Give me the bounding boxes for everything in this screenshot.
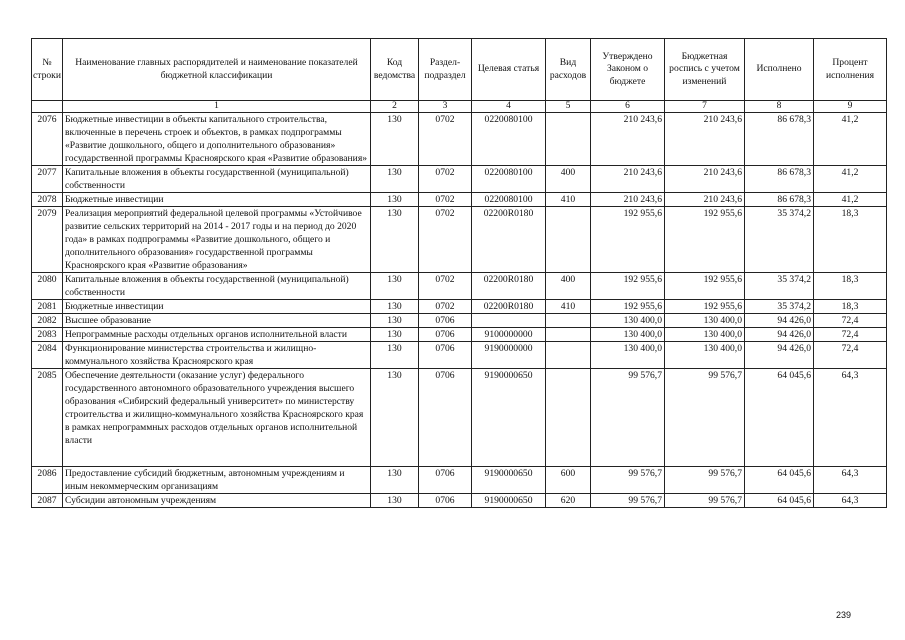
row-target-item: 0220080100 (472, 193, 546, 207)
row-dept-code: 130 (371, 314, 419, 328)
header-row-no: № строки (32, 39, 63, 101)
row-expense-type (546, 113, 591, 166)
row-section: 0702 (419, 273, 472, 300)
row-number: 2082 (32, 314, 63, 328)
row-name: Капитальные вложения в объекты государственной (муниципальной) собственности (63, 166, 371, 193)
row-section: 0706 (419, 369, 472, 467)
row-dept-code: 130 (371, 193, 419, 207)
row-section: 0706 (419, 342, 472, 369)
row-section: 0702 (419, 207, 472, 273)
header-name: Наименование главных распорядителей и наименование показателей бюджетной классификации (63, 39, 371, 101)
row-number: 2086 (32, 467, 63, 494)
header-target-item: Целевая статья (472, 39, 546, 101)
row-approved: 192 955,6 (591, 300, 665, 314)
row-section: 0706 (419, 494, 472, 508)
header-section: Раздел-подраздел (419, 39, 472, 101)
table-row (32, 300, 887, 314)
column-number: 3 (419, 101, 472, 113)
column-number: 7 (665, 101, 745, 113)
column-number: 1 (63, 101, 371, 113)
row-percent: 72,4 (814, 314, 887, 328)
row-approved: 99 576,7 (591, 494, 665, 508)
row-target-item (472, 314, 546, 328)
row-name: Непрограммные расходы отдельных органов исполнительной власти (63, 328, 371, 342)
row-target-item: 02200R0180 (472, 273, 546, 300)
row-number: 2080 (32, 273, 63, 300)
column-number-blank (32, 101, 63, 113)
row-budget-schedule: 210 243,6 (665, 166, 745, 193)
row-percent: 72,4 (814, 342, 887, 369)
table-row (32, 273, 887, 300)
row-percent: 64,3 (814, 494, 887, 508)
table-row (32, 342, 887, 369)
row-dept-code: 130 (371, 300, 419, 314)
row-section: 0706 (419, 328, 472, 342)
row-expense-type (546, 207, 591, 273)
row-approved: 130 400,0 (591, 314, 665, 328)
row-executed: 94 426,0 (745, 328, 814, 342)
header-expense-type: Вид расходов (546, 39, 591, 101)
row-dept-code: 130 (371, 273, 419, 300)
row-target-item: 02200R0180 (472, 207, 546, 273)
row-name: Бюджетные инвестиции в объекты капитального строительства, включенные в перечень строек и объектов, в рамках подпрограммы «Развитие дошкольного, общего и дополнительного образования» государственной программы Красноярского края «Развитие образования» (63, 113, 371, 166)
row-name: Бюджетные инвестиции (63, 193, 371, 207)
row-percent: 64,3 (814, 369, 887, 467)
row-dept-code: 130 (371, 166, 419, 193)
row-expense-type: 600 (546, 467, 591, 494)
header-row (32, 39, 887, 101)
row-number: 2083 (32, 328, 63, 342)
row-approved: 99 576,7 (591, 467, 665, 494)
row-approved: 210 243,6 (591, 193, 665, 207)
row-budget-schedule: 130 400,0 (665, 342, 745, 369)
row-name: Капитальные вложения в объекты государственной (муниципальной) собственности (63, 273, 371, 300)
row-expense-type (546, 369, 591, 467)
row-budget-schedule: 99 576,7 (665, 494, 745, 508)
row-percent: 41,2 (814, 113, 887, 166)
page-number: 239 (836, 610, 852, 620)
row-target-item: 02200R0180 (472, 300, 546, 314)
row-percent: 72,4 (814, 328, 887, 342)
row-approved: 210 243,6 (591, 113, 665, 166)
row-dept-code: 130 (371, 328, 419, 342)
row-budget-schedule: 99 576,7 (665, 467, 745, 494)
row-target-item: 9190000650 (472, 494, 546, 508)
row-number: 2081 (32, 300, 63, 314)
row-executed: 64 045,6 (745, 467, 814, 494)
row-percent: 41,2 (814, 193, 887, 207)
row-dept-code: 130 (371, 369, 419, 467)
row-name: Предоставление субсидий бюджетным, автономным учреждениям и иным некоммерческим организациям (63, 467, 371, 494)
row-executed: 94 426,0 (745, 342, 814, 369)
row-name: Бюджетные инвестиции (63, 300, 371, 314)
column-number: 5 (546, 101, 591, 113)
row-expense-type: 620 (546, 494, 591, 508)
row-approved: 210 243,6 (591, 166, 665, 193)
row-section: 0702 (419, 113, 472, 166)
header-percent: Процент исполнения (814, 39, 887, 101)
row-executed: 86 678,3 (745, 113, 814, 166)
row-percent: 41,2 (814, 166, 887, 193)
row-name: Высшее образование (63, 314, 371, 328)
row-section: 0706 (419, 467, 472, 494)
header-approved: Утверждено Законом о бюджете (591, 39, 665, 101)
row-budget-schedule: 130 400,0 (665, 314, 745, 328)
row-budget-schedule: 192 955,6 (665, 207, 745, 273)
column-number: 9 (814, 101, 887, 113)
row-budget-schedule: 210 243,6 (665, 193, 745, 207)
row-executed: 64 045,6 (745, 494, 814, 508)
row-expense-type: 400 (546, 273, 591, 300)
row-target-item: 9100000000 (472, 328, 546, 342)
row-number: 2077 (32, 166, 63, 193)
table-row (32, 467, 887, 494)
row-number: 2085 (32, 369, 63, 467)
row-executed: 94 426,0 (745, 314, 814, 328)
header-dept-code: Код ведомства (371, 39, 419, 101)
column-number: 2 (371, 101, 419, 113)
row-approved: 192 955,6 (591, 273, 665, 300)
row-section: 0702 (419, 166, 472, 193)
row-budget-schedule: 130 400,0 (665, 328, 745, 342)
row-dept-code: 130 (371, 342, 419, 369)
row-executed: 64 045,6 (745, 369, 814, 467)
row-approved: 99 576,7 (591, 369, 665, 467)
table-row (32, 193, 887, 207)
row-budget-schedule: 210 243,6 (665, 113, 745, 166)
header-budget-schedule: Бюджетная роспись с учетом изменений (665, 39, 745, 101)
row-target-item: 0220080100 (472, 113, 546, 166)
row-dept-code: 130 (371, 494, 419, 508)
row-percent: 64,3 (814, 467, 887, 494)
table-row (32, 494, 887, 508)
row-target-item: 9190000650 (472, 467, 546, 494)
row-name: Субсидии автономным учреждениям (63, 494, 371, 508)
row-budget-schedule: 192 955,6 (665, 300, 745, 314)
row-expense-type: 410 (546, 300, 591, 314)
row-executed: 86 678,3 (745, 193, 814, 207)
table-row (32, 113, 887, 166)
row-name: Реализация мероприятий федеральной целевой программы «Устойчивое развитие сельских территорий на 2014 - 2017 годы и на период до 2020 года» в рамках подпрограммы «Развитие дошкольного, общего и дополнительного образования» государственной программы Красноярского края «Развитие образования» (63, 207, 371, 273)
row-approved: 130 400,0 (591, 342, 665, 369)
header-executed: Исполнено (745, 39, 814, 101)
table-row (32, 369, 887, 467)
row-number: 2087 (32, 494, 63, 508)
row-dept-code: 130 (371, 207, 419, 273)
row-dept-code: 130 (371, 113, 419, 166)
row-expense-type (546, 314, 591, 328)
row-executed: 86 678,3 (745, 166, 814, 193)
row-percent: 18,3 (814, 207, 887, 273)
row-expense-type (546, 328, 591, 342)
row-executed: 35 374,2 (745, 207, 814, 273)
column-number: 8 (745, 101, 814, 113)
row-expense-type (546, 342, 591, 369)
row-number: 2078 (32, 193, 63, 207)
column-numbering-row (32, 101, 887, 113)
column-number: 4 (472, 101, 546, 113)
row-number: 2076 (32, 113, 63, 166)
row-target-item: 9190000000 (472, 342, 546, 369)
row-executed: 35 374,2 (745, 300, 814, 314)
row-percent: 18,3 (814, 300, 887, 314)
row-expense-type: 410 (546, 193, 591, 207)
table-row (32, 166, 887, 193)
row-approved: 192 955,6 (591, 207, 665, 273)
table-row (32, 207, 887, 273)
row-target-item: 9190000650 (472, 369, 546, 467)
row-expense-type: 400 (546, 166, 591, 193)
budget-execution-table (31, 38, 887, 508)
row-budget-schedule: 99 576,7 (665, 369, 745, 467)
table-row (32, 314, 887, 328)
row-section: 0702 (419, 300, 472, 314)
row-section: 0706 (419, 314, 472, 328)
row-target-item: 0220080100 (472, 166, 546, 193)
row-section: 0702 (419, 193, 472, 207)
row-number: 2079 (32, 207, 63, 273)
row-name: Функционирование министерства строительства и жилищно-коммунального хозяйства Красноярского края (63, 342, 371, 369)
row-approved: 130 400,0 (591, 328, 665, 342)
row-number: 2084 (32, 342, 63, 369)
row-name: Обеспечение деятельности (оказание услуг) федерального государственного автономного образовательного учреждения высшего образования «Сибирский федеральный университет» по министерству строительства и жилищно-коммунального хозяйства Красноярского края в рамках непрограммных расходов отдельных органов исполнительной власти (63, 369, 371, 467)
row-percent: 18,3 (814, 273, 887, 300)
row-dept-code: 130 (371, 467, 419, 494)
row-budget-schedule: 192 955,6 (665, 273, 745, 300)
table-row (32, 328, 887, 342)
column-number: 6 (591, 101, 665, 113)
row-executed: 35 374,2 (745, 273, 814, 300)
